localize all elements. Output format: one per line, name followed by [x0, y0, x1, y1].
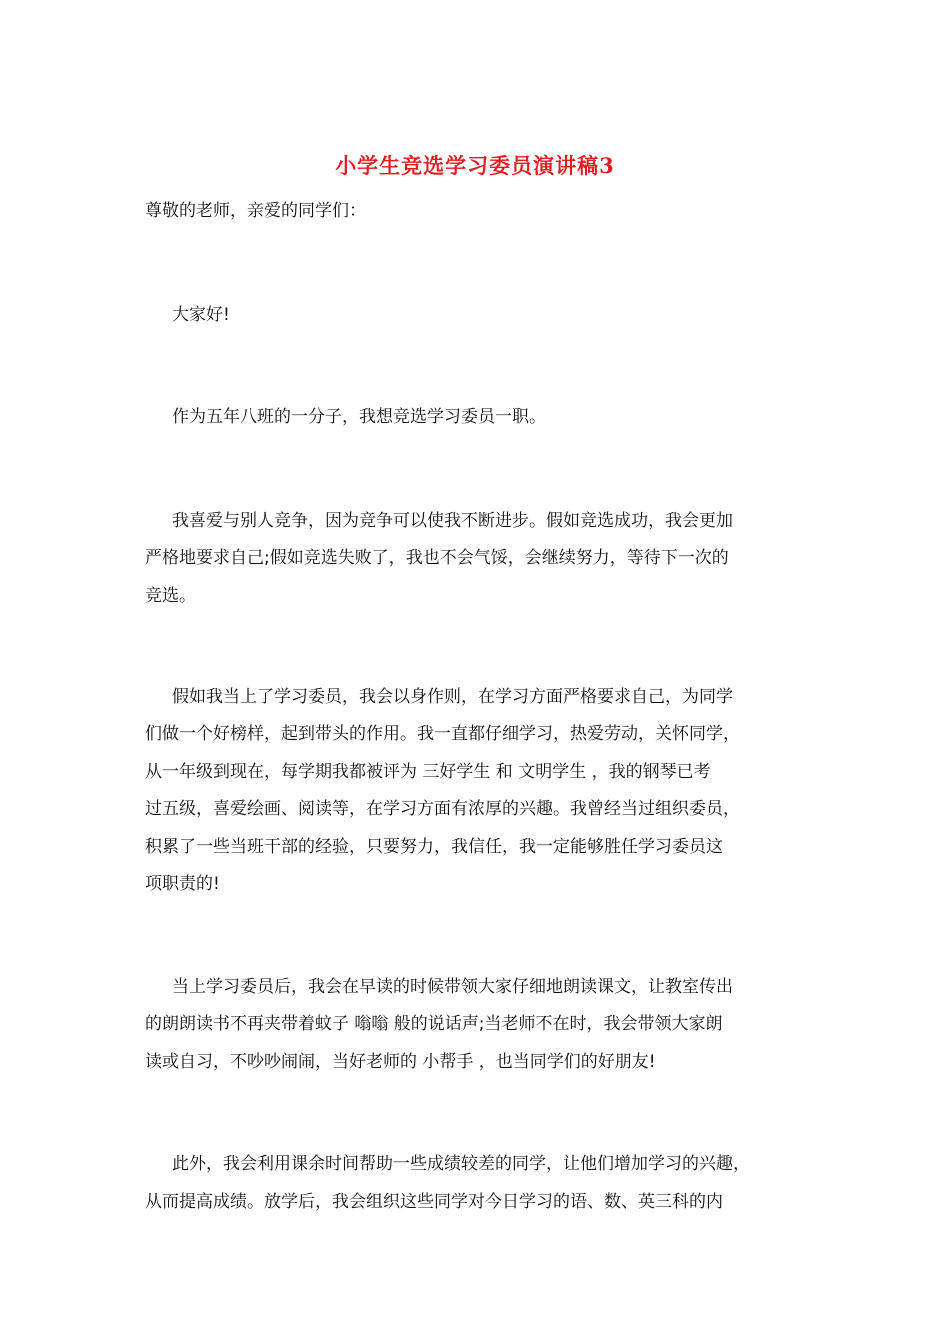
- paragraph-4-line-3: 从一年级到现在，每学期我都被评为 三好学生 和 文明学生 ，我的钢琴已考: [145, 762, 711, 782]
- paragraph-6-line-2: 从而提高成绩。放学后，我会组织这些同学对今日学习的语、数、英三科的内: [145, 1192, 723, 1212]
- paragraph-4-line-5: 积累了一些当班干部的经验，只要努力，我信任，我一定能够胜任学习委员这: [145, 837, 723, 857]
- paragraph-3-line-1: 我喜爱与别人竞争，因为竞争可以使我不断进步。假如竞选成功，我会更加: [172, 511, 733, 531]
- paragraph-4-line-2: 们做一个好榜样，起到带头的作用。我一直都仔细学习，热爱劳动，关怀同学，: [145, 724, 740, 744]
- paragraph-1-line-1: 大家好!: [172, 305, 230, 325]
- paragraph-4-line-6: 项职责的!: [145, 874, 220, 894]
- paragraph-4-line-1: 假如我当上了学习委员，我会以身作则，在学习方面严格要求自己，为同学: [172, 687, 733, 707]
- paragraph-5-line-1: 当上学习委员后，我会在早读的时候带领大家仔细地朗读课文，让教室传出: [172, 977, 733, 997]
- paragraph-3-line-2: 严格地要求自己;假如竞选失败了，我也不会气馁，会继续努力，等待下一次的: [145, 548, 729, 568]
- paragraph-5-line-2: 的朗朗读书不再夹带着蚊子 嗡嗡 般的说话声;当老师不在时，我会带领大家朗: [145, 1014, 723, 1034]
- paragraph-4-line-4: 过五级，喜爱绘画、阅读等，在学习方面有浓厚的兴趣。我曾经当过组织委员，: [145, 799, 740, 819]
- document-title: 小学生竞选学习委员演讲稿3: [335, 153, 615, 178]
- paragraph-2-line-1: 作为五年八班的一分子，我想竞选学习委员一职。: [172, 407, 546, 427]
- greeting: 尊敬的老师，亲爱的同学们：: [145, 201, 366, 221]
- paragraph-5-line-3: 读或自习，不吵吵闹闹，当好老师的 小帮手 ，也当同学们的好朋友!: [145, 1052, 656, 1072]
- paragraph-3-line-3: 竞选。: [145, 586, 196, 606]
- paragraph-6-line-1: 此外，我会利用课余时间帮助一些成绩较差的同学，让他们增加学习的兴趣，: [172, 1154, 750, 1174]
